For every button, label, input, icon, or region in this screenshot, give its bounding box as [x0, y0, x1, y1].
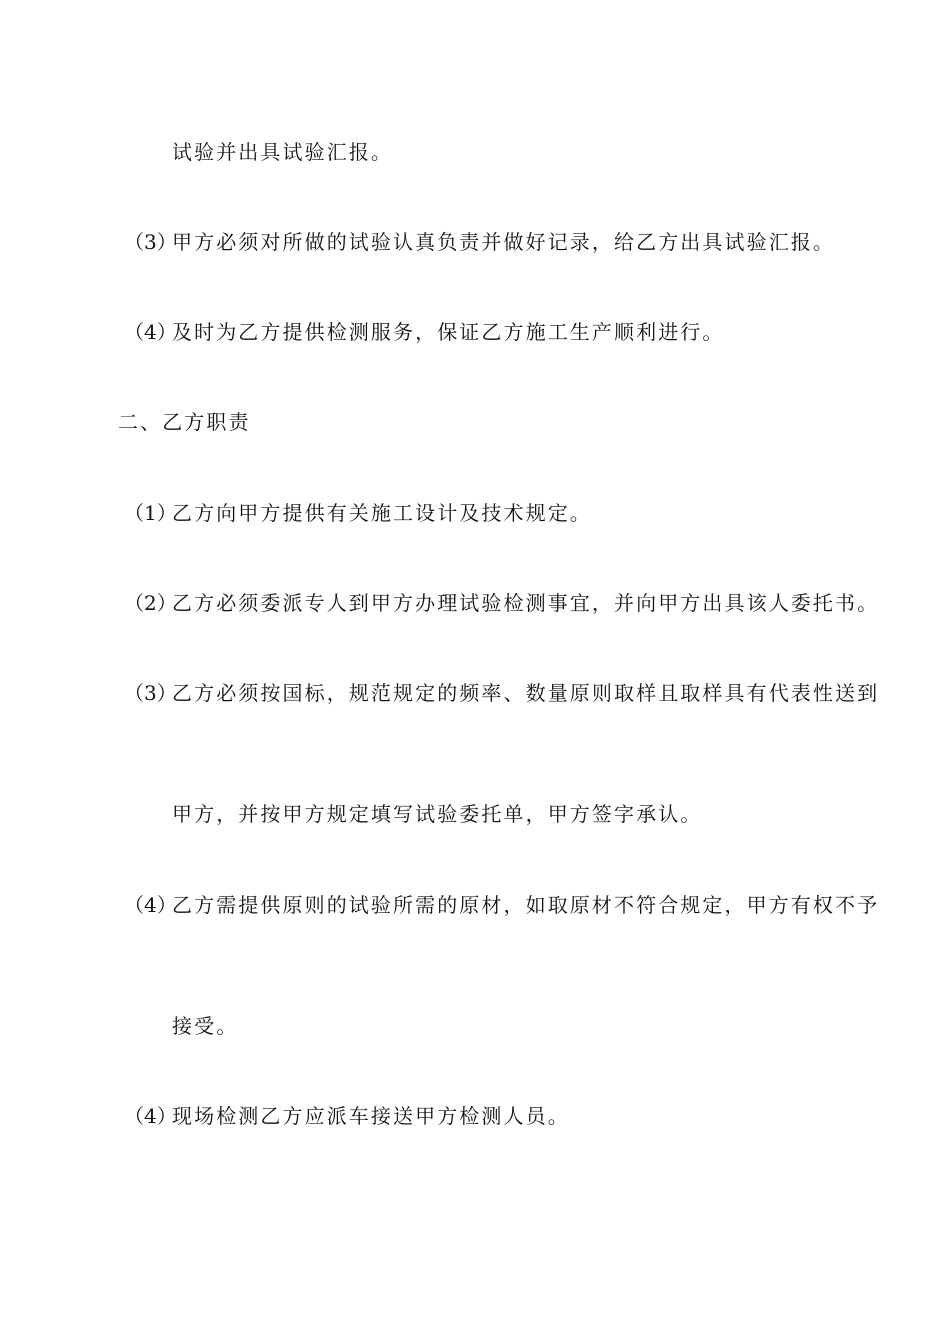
- item-number: （1）: [124, 501, 177, 525]
- item-number: （4）: [124, 1104, 177, 1128]
- item-number: （2）: [124, 591, 177, 615]
- item-number: （3）: [124, 681, 177, 705]
- line-text: 乙方必须按国标，规范规定的频率、数量原则取样且取样具有代表性送到: [172, 681, 880, 705]
- section-heading: [118, 408, 251, 436]
- line-text: 乙方需提供原则的试验所需的原材，如取原材不符合规定，甲方有权不予: [172, 893, 880, 917]
- line-text: 甲方必须对所做的试验认真负责并做好记录，给乙方出具试验汇报。: [172, 230, 835, 254]
- list-item: [124, 1102, 570, 1130]
- line-text: 试验并出具试验汇报。: [172, 140, 393, 164]
- line-text: 接受。: [172, 1014, 239, 1038]
- paragraph-continuation: [172, 1012, 238, 1040]
- item-number: （4）: [124, 893, 177, 917]
- list-item: [124, 589, 879, 617]
- paragraph-continuation: [172, 138, 393, 166]
- heading-text: 二、乙方职责: [118, 410, 251, 434]
- item-number: （3）: [124, 230, 177, 254]
- line-text: 乙方向甲方提供有关施工设计及技术规定。: [172, 501, 592, 525]
- line-text: 甲方，并按甲方规定填写试验委托单，甲方签字承认。: [172, 802, 703, 826]
- list-item: [124, 228, 835, 256]
- line-text: 乙方必须委派专人到甲方办理试验检测事宜，并向甲方出具该人委托书。: [172, 591, 880, 615]
- list-item: [124, 499, 592, 527]
- list-item: [124, 891, 879, 919]
- item-number: （4）: [124, 320, 177, 344]
- paragraph-continuation: [172, 800, 702, 828]
- line-text: 及时为乙方提供检测服务，保证乙方施工生产顺利进行。: [172, 320, 725, 344]
- line-text: 现场检测乙方应派车接送甲方检测人员。: [172, 1104, 570, 1128]
- list-item: [124, 679, 879, 707]
- list-item: [124, 318, 725, 346]
